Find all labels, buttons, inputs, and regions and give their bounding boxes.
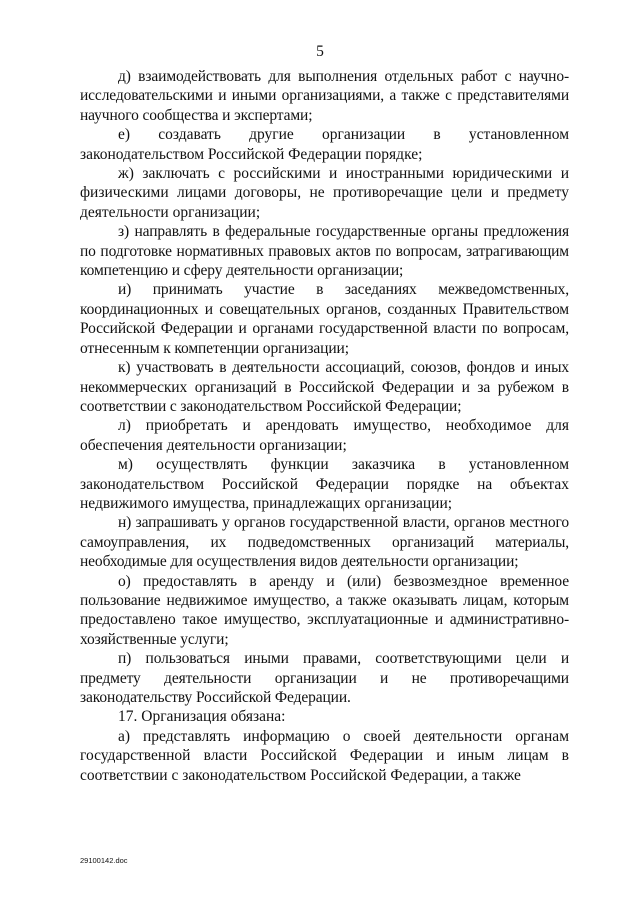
paragraph-item-o: о) предоставлять в аренду и (или) безвозмездное временное пользование недвижимое имущество, а также оказывать лицам, которым предоставлено такое имущество, эксплуатационные и административно-хозяйственные услуги;	[80, 572, 569, 648]
page-number: 5	[316, 43, 324, 60]
paragraph-item-z: з) направлять в федеральные государственные органы предложения по подготовке нормативных правовых актов по вопросам, затрагивающим компетенцию и сферу деятельности организации;	[80, 223, 569, 280]
paragraph-item-m: м) осуществлять функции заказчика в установленном законодательством Российской Федерации порядке на объектах недвижимого имущества, принадлежащих организации;	[80, 456, 569, 512]
paragraph-item-e: е) создавать другие организации в установленном законодательством Российской Федерации порядке;	[80, 126, 569, 163]
paragraph-item-l: л) приобретать и арендовать имущество, необходимое для обеспечения деятельности организации;	[80, 417, 569, 454]
paragraph-item-i: и) принимать участие в заседаниях межведомственных, координационных и совещательных органов, созданных Правительством Российской Федерации и органами государственной власти по вопросам, отнесенным к компетенции организации;	[80, 281, 569, 357]
section-heading-17: 17. Организация обязана:	[118, 708, 286, 726]
footer-filename: 29100142.doc	[80, 856, 128, 865]
paragraph-item-p: п) пользоваться иными правами, соответствующими цели и предмету деятельности организации и не противоречащими законодательству Российской Федерации.	[80, 650, 569, 706]
paragraph-item-k: к) участвовать в деятельности ассоциаций, союзов, фондов и иных некоммерческих организаций в Российской Федерации и за рубежом в соответствии с законодательством Российской Федерации;	[80, 359, 569, 415]
paragraph-item-n: н) запрашивать у органов государственной власти, органов местного самоуправления, их подведомственных организаций материалы, необходимые для осуществления видов деятельности организации;	[80, 514, 569, 571]
paragraph-item-zh: ж) заключать с российскими и иностранными юридическими и физическими лицами договоры, не противоречащие цели и предмету деятельности организации;	[80, 165, 569, 221]
document-body	[80, 67, 569, 785]
paragraph-item-d: д) взаимодействовать для выполнения отдельных работ с научно-исследовательскими и иными организациями, а также с представителями научного сообщества и экспертами;	[80, 68, 569, 124]
paragraph-item-a: а) представлять информацию о своей деятельности органам государственной власти Российской Федерации и иным лицам в соответствии с законодательством Российской Федерации, а также	[80, 727, 569, 784]
